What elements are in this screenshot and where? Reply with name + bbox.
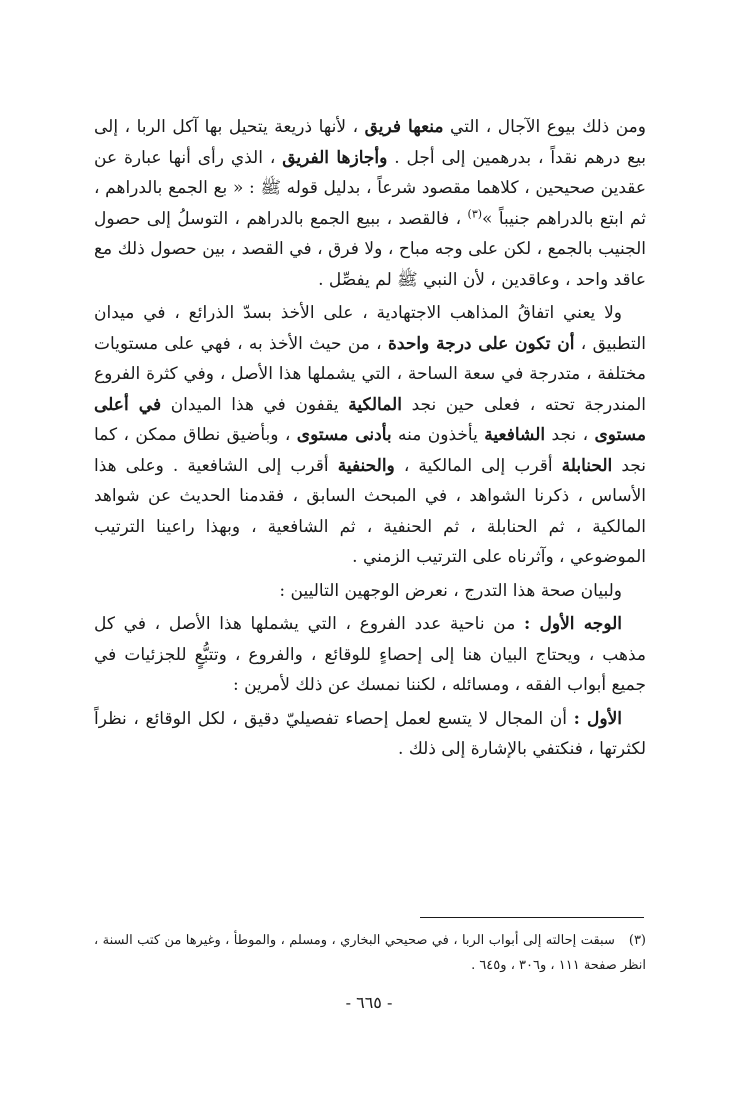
paragraph <box>94 298 646 573</box>
footnote-text: سبقت إحالته إلى أبواب الربا ، في صحيحي البخاري ، ومسلم ، والموطأ ، وغيرها من كتب السنة ، انظر صفحة ١١١ ، و٣٠٦ ، و٦٤٥ . <box>94 933 646 973</box>
footnote-number: (٣) <box>628 933 646 948</box>
bold-text-run: وأجازها الفريق <box>282 147 388 168</box>
bold-text-run: الأول : <box>573 708 622 729</box>
bold-text-run: والحنفية <box>337 455 395 476</box>
text-run: أقرب إلى المالكية ، <box>394 455 562 476</box>
text-run: ولبيان صحة هذا التدرج ، نعرض الوجهين التاليين : <box>279 580 622 601</box>
bold-text-run: بأدنى مستوى <box>296 425 392 445</box>
body-text <box>94 112 646 765</box>
footnote-marker: (٣) <box>467 206 483 220</box>
text-run: ، نجد <box>545 425 595 445</box>
bold-text-run: الشافعية <box>484 425 546 445</box>
page-number: - ٦٦٥ - <box>345 993 393 1012</box>
bold-text-run: في أعلى مستوى <box>94 394 646 445</box>
bold-text-run: الحنابلة <box>561 455 613 476</box>
paragraph <box>94 576 646 607</box>
text-run: ، وبأضيق نطاق ممكن ، كما نجد <box>94 425 646 476</box>
text-run: ، من حيث الأخذ به ، فهي على مستويات مختلفة ، متدرجة في سعة الساحة ، التي يشملها هذا الأصل ، وفي كثرة الفروع المندرجة تحته ، فعلى حين نجد <box>94 333 646 415</box>
bold-text-run: أن تكون على درجة واحدة <box>387 333 575 354</box>
text-run: أن المجال لا يتسع لعمل إحصاء تفصيليّ دقيق ، لكل الوقائع ، نظراً لكثرتها ، فنكتفي بالإشارة إلى ذلك . <box>94 708 646 759</box>
bold-text-run: الوجه الأول : <box>524 614 623 634</box>
text-run: ، لأنها ذريعة يتحيل بها آكل الربا ، إلى بيع درهم نقداً ، بدرهمين إلى أجل . <box>94 117 647 168</box>
text-run: ، الذي رأى أنها عبارة عن عقدين صحيحين ، كلاهما مقصود شرعاً ، بدليل قوله ﷺ : « بع الجمع بالدراهم ، ثم ابتع بالدراهم جنيباً » <box>94 147 646 229</box>
paragraph <box>94 112 646 295</box>
bold-text-run: المالكية <box>348 394 402 415</box>
text-run: أقرب إلى الشافعية . وعلى هذا الأساس ، ذكرنا الشواهد ، في المبحث السابق ، فقدمنا الحديث عن شواهد المالكية ، ثم الحنابلة ، ثم الحنفية ، ثم الشافعية ، وبهذا راعينا الترتيب الموضوعي ، وآثرناه على الترتيب الزمني . <box>94 455 646 567</box>
text-run: ولا يعني اتفاقُ المذاهب الاجتهادية ، على الأخذ بسدّ الذرائع ، في ميدان التطبيق ، <box>94 303 646 354</box>
text-run: يأخذون منه <box>391 425 485 445</box>
paragraph <box>94 704 646 765</box>
text-run: من ناحية عدد الفروع ، التي يشملها هذا الأصل ، في كل مذهب ، ويحتاج البيان هنا إلى إحصاءٍ للوقائع ، والفروع ، وتتبُّعٍ للجزئيات في جميع أبواب الفقه ، ومسائله ، لكننا نمسك عن ذلك لأمرين : <box>94 614 646 695</box>
footnote-separator <box>420 917 644 918</box>
bold-text-run: منعها فريق <box>364 117 444 137</box>
footnote <box>94 928 646 978</box>
text-run: يقفون في هذا الميدان <box>161 394 349 415</box>
text-run: ، فالقصد ، ببيع الجمع بالدراهم ، التوسلُ إلى حصول الجنيب بالجمع ، لكن على وجه مباح ، ولا فرق ، في القصد ، بين حصول ذلك مع عاقد واحد ، وعاقدين ، لأن النبي ﷺ لم يفصِّل . <box>94 208 646 290</box>
text-run: ومن ذلك بيوع الآجال ، التي <box>443 117 646 137</box>
paragraph <box>94 609 646 701</box>
